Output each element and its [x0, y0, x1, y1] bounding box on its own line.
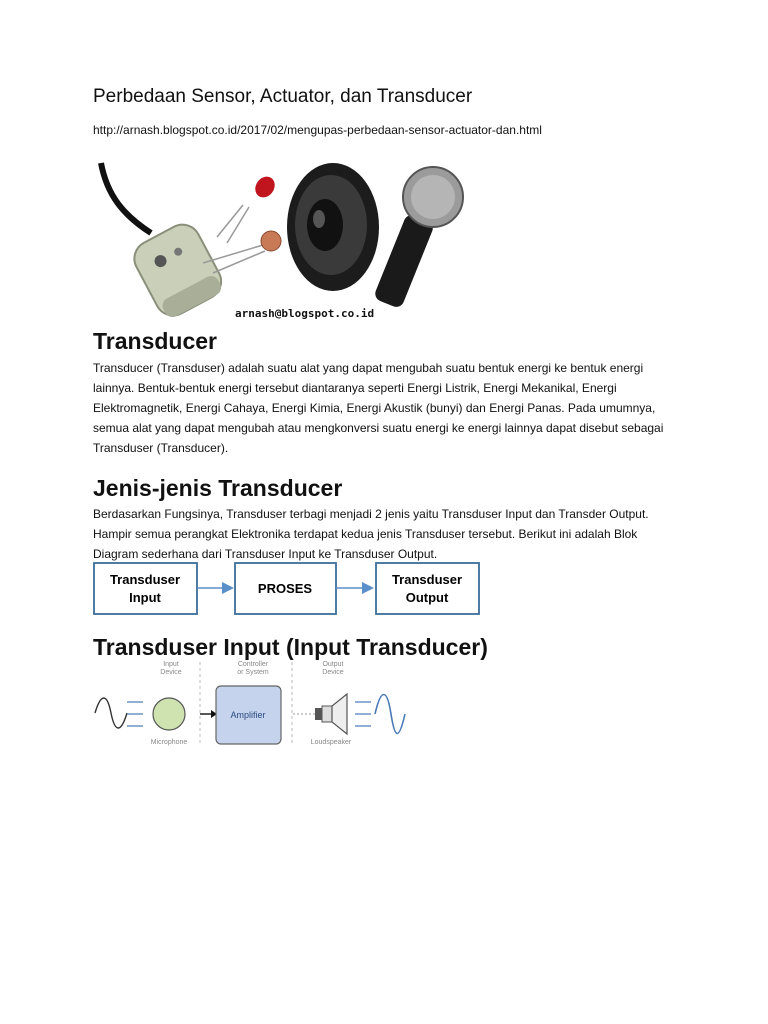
block-proses-label: PROSES [257, 581, 313, 596]
section-body-jenis: Berdasarkan Fungsinya, Transduser terbagi menjadi 2 jenis yaitu Transduser Input dan Transder Output. Hampir semua perangkat Elektronika terdapat kedua jenis Transduser tersebut. Berikut ini adalah Blok Diagram sederhana dari Transduser Input ke Transduser Output. [93, 507, 649, 561]
section-heading-jenis: Jenis-jenis Transducer [93, 475, 343, 501]
section-body-transducer: Transducer (Transduser) adalah suatu alat yang dapat mengubah suatu bentuk energi ke bentuk energi lainnya. Bentuk-bentuk energi tersebut diantaranya seperti Energi Listrik, Energi Mekanikal, Energi Elektromagnetik, Energi Cahaya, Energi Kimia, Energi Akustik (bunyi) dan Energi Panas. Pada umumnya, semua alat yang dapat mengubah atau mengkonversi suatu energi ke energi lainnya dapat disebut sebagai Transduser (Transducer). [93, 361, 664, 455]
output-sine-wave [375, 695, 405, 734]
block-input-line2: Input [129, 590, 161, 605]
microphone-element [153, 698, 185, 730]
block-transduser-input [94, 563, 197, 614]
label-input-1: Input [163, 661, 179, 668]
handheld-sensor [128, 218, 227, 321]
label-control-1: Controller [237, 661, 269, 668]
block-input-line1: Transduser [109, 572, 181, 587]
amplifier-label: Amplifier [230, 710, 266, 720]
block-output-line1: Transduser [391, 572, 463, 587]
page-title: Perbedaan Sensor, Actuator, dan Transducer [93, 86, 473, 107]
sensor-cable [101, 163, 151, 233]
label-output-1: Output [322, 661, 344, 668]
loudspeaker-icon [315, 694, 347, 734]
block-transduser-output [376, 563, 479, 614]
block-output-line2: Output [405, 590, 449, 605]
section-heading-input: Transduser Input (Input Transducer) [93, 634, 488, 660]
label-microphone: Microphone [150, 739, 188, 746]
speaker-component [287, 163, 379, 291]
section-heading-transducer: Transducer [93, 328, 217, 354]
label-control-2: or System [237, 669, 269, 676]
input-sine-wave [95, 698, 127, 728]
photo-watermark: arnash@blogspot.co.id [235, 307, 375, 320]
label-loudspeaker: Loudspeaker [310, 739, 352, 746]
transducer-photo [93, 155, 473, 323]
input-transducer-diagram [93, 658, 413, 750]
label-output-2: Device [322, 669, 344, 676]
microphone-component [373, 167, 463, 309]
label-input-2: Device [160, 669, 182, 676]
source-url[interactable]: http://arnash.blogspot.co.id/2017/02/mengupas-perbedaan-sensor-actuator-dan.html [93, 123, 542, 137]
block-diagram [93, 562, 493, 616]
